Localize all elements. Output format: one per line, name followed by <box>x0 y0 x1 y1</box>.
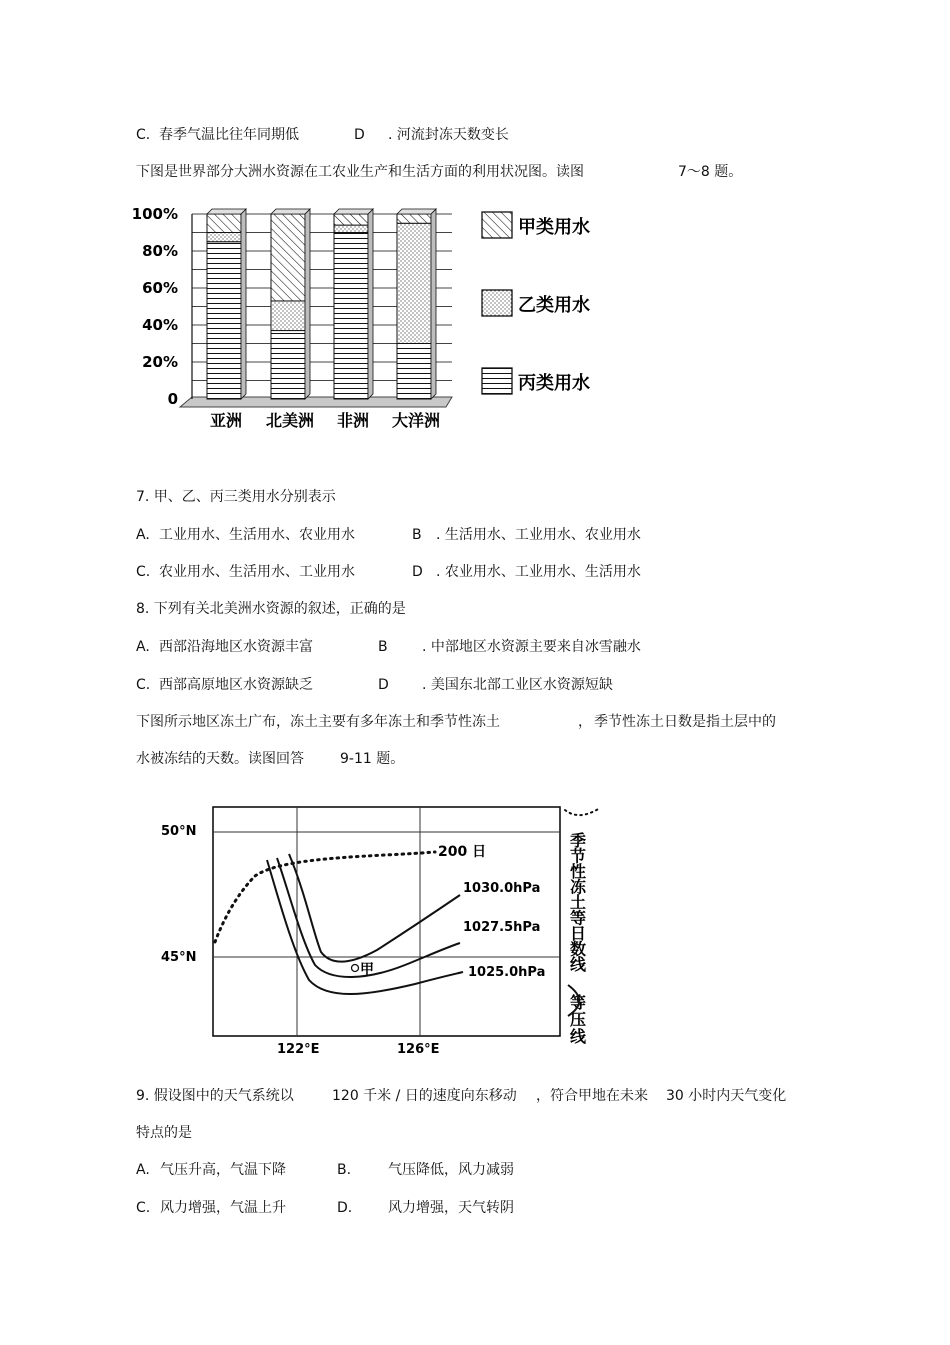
q6-option-c-text: 春季气温比往年同期低 <box>159 127 299 143</box>
q7-option-d-text: . 农业用水、工业用水、生活用水 <box>436 564 641 580</box>
q6-option-d-letter: D <box>354 127 365 143</box>
isobar-1030-label: 1030.0hPa <box>463 881 541 896</box>
y-tick-label: 0 <box>167 390 178 408</box>
bar-segment <box>397 344 431 400</box>
bar-side <box>368 209 373 399</box>
lat-label-50n: 50°N <box>161 824 197 839</box>
q7-option-d-letter: D <box>412 564 423 580</box>
point-jia-marker <box>352 965 359 972</box>
q6-option-d-text: . 河流封冻天数变长 <box>388 127 509 143</box>
q9-option-c-letter: C. <box>136 1200 151 1216</box>
bar-segment <box>397 214 431 223</box>
bar-side <box>241 209 246 399</box>
category-label: 大洋洲 <box>391 411 441 428</box>
bar-segment <box>271 214 305 301</box>
y-tick-label: 100% <box>131 205 178 223</box>
intro-9-11-range: 9-11 题。 <box>340 751 405 767</box>
legend-label: 丙类用水 <box>518 373 590 394</box>
isobar-1025-label: 1025.0hPa <box>468 965 546 980</box>
bar-side <box>431 209 436 399</box>
legend-char: 冻 <box>569 877 587 897</box>
legend <box>482 212 590 394</box>
q9-stem-text-b: 120 千米 / 日的速度向东移动 <box>332 1088 517 1104</box>
legend-char: 数 <box>569 939 587 959</box>
intro-7-8-range: 7～8 题。 <box>678 164 743 180</box>
legend-dotted-sample <box>565 808 600 815</box>
legend-swatch <box>482 212 512 238</box>
isobar-1027-label: 1027.5hPa <box>463 920 541 935</box>
frost-days-label: 200 日 <box>438 844 487 860</box>
q9-option-d-text: 风力增强，天气转阴 <box>388 1200 514 1216</box>
category-labels <box>210 411 440 428</box>
point-jia-label: 甲 <box>360 962 374 978</box>
bar-top <box>271 209 310 214</box>
q8-option-b-letter: B <box>378 639 388 655</box>
intro-7-8-text: 下图是世界部分大洲水资源在工农业生产和生活方面的利用状况图。读图 <box>136 164 584 180</box>
q7-option-c-text: 农业用水、生活用水、工业用水 <box>159 564 355 580</box>
q9-stem-text-d: 30 小时内天气变化 <box>666 1088 787 1104</box>
q8-option-c-text: 西部高原地区水资源缺乏 <box>159 677 313 693</box>
category-label: 亚洲 <box>209 411 243 428</box>
q9-option-b-letter: B. <box>337 1162 352 1178</box>
y-tick-label: 20% <box>142 353 178 371</box>
y-tick-label: 60% <box>142 279 178 297</box>
y-tick-label: 80% <box>142 242 178 260</box>
legend-char: 压 <box>569 1010 587 1029</box>
legend-char: 等 <box>569 993 587 1012</box>
bar-top <box>397 209 436 214</box>
legend-swatch <box>482 368 512 394</box>
q7-option-b-text: . 生活用水、工业用水、农业用水 <box>436 527 641 543</box>
q7-option-b-letter: B <box>412 527 422 543</box>
q7-option-a-text: 工业用水、生活用水、农业用水 <box>159 527 355 543</box>
legend-char: 季 <box>569 831 587 850</box>
bar-segment <box>271 301 305 331</box>
q8-option-a-text: 西部沿海地区水资源丰富 <box>159 639 313 655</box>
q8-option-d-text: . 美国东北部工业区水资源短缺 <box>422 677 613 693</box>
bar-top <box>334 209 373 214</box>
isobar-1027 <box>277 858 460 977</box>
q8-stem-text: 8. 下列有关北美洲水资源的叙述，正确的是 <box>136 601 406 617</box>
category-label: 北美洲 <box>265 411 315 428</box>
legend-char: 节 <box>569 846 587 866</box>
bar-segment <box>334 214 368 225</box>
q9-option-a-letter: A. <box>136 1162 150 1178</box>
q8-option-b-text: . 中部地区水资源主要来自冰雪融水 <box>422 639 641 655</box>
q9-stem-text-e: 特点的是 <box>136 1125 192 1141</box>
q6-option-c-letter: C. <box>136 127 151 143</box>
y-axis-ticks <box>132 205 178 408</box>
lon-label-126e: 126°E <box>397 1042 440 1057</box>
bar-segment <box>207 242 241 399</box>
bar-side <box>305 209 310 399</box>
bars <box>207 209 436 399</box>
intro-9-11-text-b: ， <box>578 714 592 730</box>
isobar-1030 <box>289 854 460 962</box>
intro-9-11-text-d: 水被冻结的天数。读图回答 <box>136 751 304 767</box>
q7-stem-text: 7. 甲、乙、丙三类用水分别表示 <box>136 489 336 505</box>
legend-swatch <box>482 290 512 316</box>
water-use-chart <box>130 198 600 428</box>
legend-char: 土 <box>569 893 587 912</box>
bar-segment <box>397 223 431 343</box>
q7-option-c-letter: C. <box>136 564 151 580</box>
bar-segment <box>334 233 368 400</box>
q8-option-c-letter: C. <box>136 677 151 693</box>
bar-segment <box>207 214 241 233</box>
lat-label-45n: 45°N <box>161 950 197 965</box>
q9-option-c-text: 风力增强，气温上升 <box>160 1200 286 1216</box>
legend-char: 等 <box>569 908 587 928</box>
bar-segment <box>334 225 368 232</box>
q9-stem-text-c: ，符合甲地在未来 <box>536 1088 648 1104</box>
legend-label: 甲类用水 <box>518 217 590 238</box>
lon-label-122e: 122°E <box>277 1042 320 1057</box>
q7-option-a-letter: A. <box>136 527 150 543</box>
q9-option-b-text: 气压降低，风力减弱 <box>388 1162 514 1178</box>
legend-char: 线 <box>569 1027 587 1046</box>
intro-9-11-text-a: 下图所示地区冻土广布，冻土主要有多年冻土和季节性冻土 <box>136 714 500 730</box>
q8-option-d-letter: D <box>378 677 389 693</box>
intro-9-11-text-c: 季节性冻土日数是指土层中的 <box>594 714 776 730</box>
q9-option-a-text: 气压升高，气温下降 <box>160 1162 286 1178</box>
bar-segment <box>207 233 241 242</box>
q8-option-a-letter: A. <box>136 639 150 655</box>
legend-label: 乙类用水 <box>518 295 590 316</box>
q9-option-d-letter: D. <box>337 1200 353 1216</box>
category-label: 非洲 <box>336 411 370 428</box>
bar-segment <box>271 331 305 399</box>
legend-char: 性 <box>569 862 587 881</box>
bar-top <box>207 209 246 214</box>
frost-days-line <box>215 852 435 942</box>
isobar-frost-map <box>155 800 605 1060</box>
legend-char: 日 <box>569 924 587 943</box>
y-tick-label: 40% <box>142 316 178 334</box>
q9-stem-text-a: 9. 假设图中的天气系统以 <box>136 1088 294 1104</box>
legend-char: 线 <box>569 955 587 974</box>
